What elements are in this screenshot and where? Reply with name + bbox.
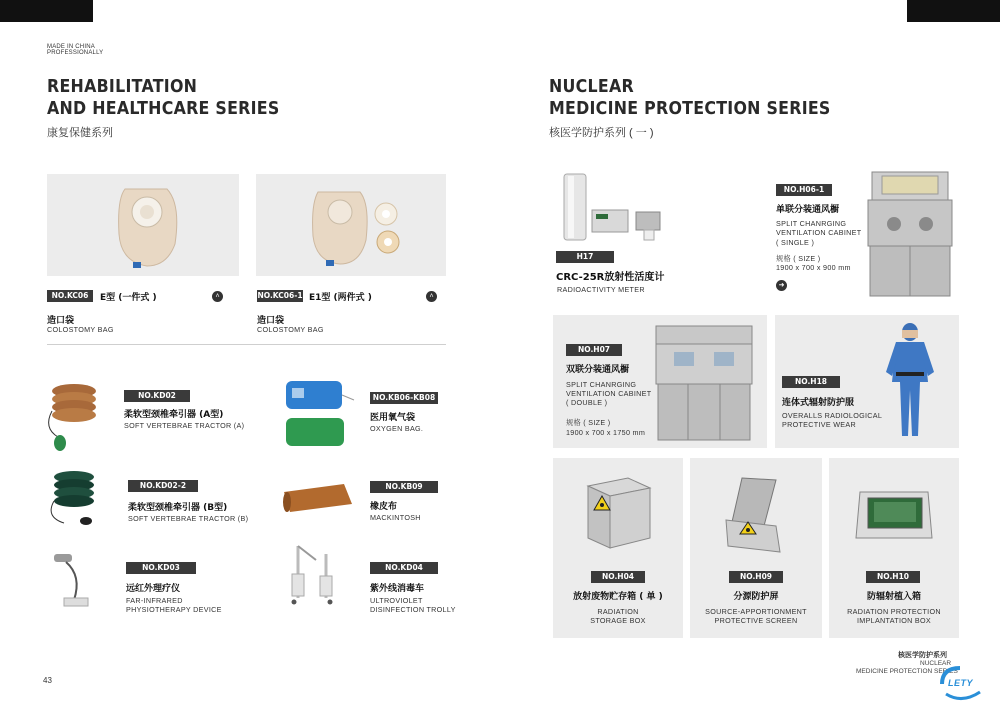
name-en-kd02: SOFT VERTEBRAE TRACTOR (A)	[124, 421, 245, 430]
name-cn-kc06: 造口袋	[47, 316, 75, 326]
right-title-line2: MEDICINE PROTECTION SERIES	[549, 98, 831, 119]
lety-logo	[938, 664, 988, 704]
code-tag-kb06-kb08: NO.KB06-KB08	[370, 392, 438, 404]
type-kc06-1: E1型 (两件式 )	[309, 293, 372, 303]
source-protective-screen-image	[718, 474, 794, 560]
code-tag-kd03: NO.KD03	[126, 562, 196, 574]
footer-series-cn: 核医学防护系列	[898, 651, 947, 659]
en-h06-1-line2: VENTILATION CABINET	[776, 228, 862, 237]
code-tag-h17: H17	[556, 251, 614, 263]
code-tag-h18: NO.H18	[782, 376, 840, 388]
radioactivity-meter-image	[560, 168, 670, 248]
code-tag-h04: NO.H04	[591, 571, 645, 583]
name-en-kb09: MACKINTOSH	[370, 513, 421, 522]
en-h10-line2: IMPLANTATION BOX	[856, 616, 932, 625]
right-title-cn: 核医学防护系列 ( 一 )	[549, 127, 654, 139]
name-en-kd03-line1: FAR-INFRARED	[126, 596, 183, 605]
en-h04-line2: STORAGE BOX	[590, 616, 646, 625]
neck-tractor-a-image	[38, 373, 108, 455]
top-left-bar	[0, 0, 93, 22]
uv-trolley-image	[282, 540, 342, 610]
name-en-kb06-kb08: OXYGEN BAG.	[370, 424, 424, 433]
en-h07-line2: VENTILATION CABINET	[566, 389, 652, 398]
single-ventilation-cabinet-image	[862, 168, 958, 302]
lety-logo-text: LETY	[948, 678, 974, 688]
spec-label-h06-1: 规格 ( SIZE )	[776, 254, 821, 263]
name-cn-kd03: 远红外理疗仪	[126, 584, 181, 594]
en-h09-line1: SOURCE-APPORTIONMENT	[705, 607, 807, 616]
name-cn-kd02: 柔软型颈椎牵引器 (A型)	[124, 410, 224, 420]
name-cn-h09: 分源防护屏	[733, 592, 779, 602]
code-tag-kb09: NO.KB09	[370, 481, 438, 493]
name-cn-kd02-2: 柔软型颈椎牵引器 (B型)	[128, 503, 228, 513]
name-cn-kb09: 橡皮布	[370, 502, 398, 512]
product-image-kc06-1	[256, 174, 446, 276]
name-cn-h10: 防辐射植入箱	[866, 592, 921, 602]
arrow-right-circle-icon[interactable]: ➜	[776, 280, 787, 291]
spec-label-h07: 规格 ( SIZE )	[566, 418, 611, 427]
professionally-label: PROFESSIONALLY	[47, 50, 104, 56]
en-h06-1-line1: SPLIT CHANRGING	[776, 219, 847, 228]
name-cn-h17: CRC-25R放射性活度计	[556, 272, 665, 283]
neck-tractor-b-image	[40, 465, 110, 531]
name-en-kd03-line2: PHYSIOTHERAPY DEVICE	[126, 605, 222, 614]
name-en-h17: RADIOACTIVITY METER	[557, 285, 645, 294]
colostomy-bag-image	[47, 174, 239, 276]
page-number: 43	[43, 676, 52, 685]
protective-overalls-image	[882, 320, 938, 444]
en-h06-1-line3: ( SINGLE )	[776, 238, 815, 247]
type-kc06: E型 (一件式 )	[100, 293, 157, 303]
footer-series-en-2: MEDICINE PROTECTION SERIES	[856, 668, 958, 675]
name-cn-h04: 放射废物贮存箱 ( 单 )	[573, 592, 663, 602]
code-tag-h06-1: NO.H06-1	[776, 184, 832, 196]
code-tag-h09: NO.H09	[729, 571, 783, 583]
radiation-implantation-box-image	[852, 480, 938, 550]
spec-h06-1: 1900 x 700 x 900 mm	[776, 263, 851, 272]
en-h18-line2: PROTECTIVE WEAR	[782, 420, 856, 429]
name-cn-kc06-1: 造口袋	[257, 316, 285, 326]
code-tag-h07: NO.H07	[566, 344, 622, 356]
double-ventilation-cabinet-image	[652, 322, 756, 444]
left-title-cn: 康复保健系列	[47, 127, 113, 139]
code-tag-kc06: NO.KC06	[47, 290, 93, 302]
code-tag-kd02: NO.KD02	[124, 390, 190, 402]
footer-series-en-1: NUCLEAR	[920, 660, 952, 667]
name-cn-h07: 双联分装通风橱	[566, 365, 630, 375]
right-title-line1: NUCLEAR	[549, 76, 634, 97]
name-en-kd04-line2: DISINFECTION TROLLY	[370, 605, 456, 614]
code-tag-kd04: NO.KD04	[370, 562, 438, 574]
en-h07-line3: ( DOUBLE )	[566, 398, 608, 407]
oxygen-bag-image	[282, 378, 362, 450]
code-tag-h10: NO.H10	[866, 571, 920, 583]
en-h09-line2: PROTECTIVE SCREEN	[714, 616, 798, 625]
radiation-storage-box-image	[578, 472, 658, 554]
infrared-device-image	[52, 548, 96, 610]
name-cn-kb06-kb08: 医用氧气袋	[370, 413, 416, 423]
product-image-kc06	[47, 174, 239, 276]
code-tag-kc06-1: NO.KC06-1	[257, 291, 303, 300]
name-en-kd02-2: SOFT VERTEBRAE TRACTOR (B)	[128, 514, 249, 523]
made-in-china-label: MADE IN CHINA	[47, 44, 95, 50]
en-h18-line1: OVERALLS RADIOLOGICAL	[782, 411, 883, 420]
en-h10-line1: RADIATION PROTECTION	[847, 607, 941, 616]
name-en-kd04-line1: ULTROVIOLET	[370, 596, 423, 605]
code-tag-kd02-2: NO.KD02-2	[128, 480, 198, 492]
mackintosh-image	[278, 478, 356, 524]
colostomy-bag-two-piece-image	[256, 174, 446, 276]
name-en-kc06-1: COLOSTOMY BAG	[257, 325, 324, 334]
name-cn-h18: 连体式辐射防护服	[782, 398, 855, 408]
left-title-line2: AND HEALTHCARE SERIES	[47, 98, 280, 119]
en-h04-line1: RADIATION	[597, 607, 639, 616]
en-h07-line1: SPLIT CHANRGING	[566, 380, 637, 389]
name-cn-h06-1: 单联分装通风橱	[776, 205, 840, 215]
spec-h07: 1900 x 700 x 1750 mm	[566, 428, 646, 437]
top-right-bar	[907, 0, 1000, 22]
section-divider	[47, 344, 446, 345]
chevron-up-circle-icon[interactable]: ˄	[426, 291, 437, 302]
left-title-line1: REHABILITATION	[47, 76, 198, 97]
chevron-up-circle-icon[interactable]: ˄	[212, 291, 223, 302]
name-cn-kd04: 紫外线消毒车	[370, 584, 425, 594]
name-en-kc06: COLOSTOMY BAG	[47, 325, 114, 334]
